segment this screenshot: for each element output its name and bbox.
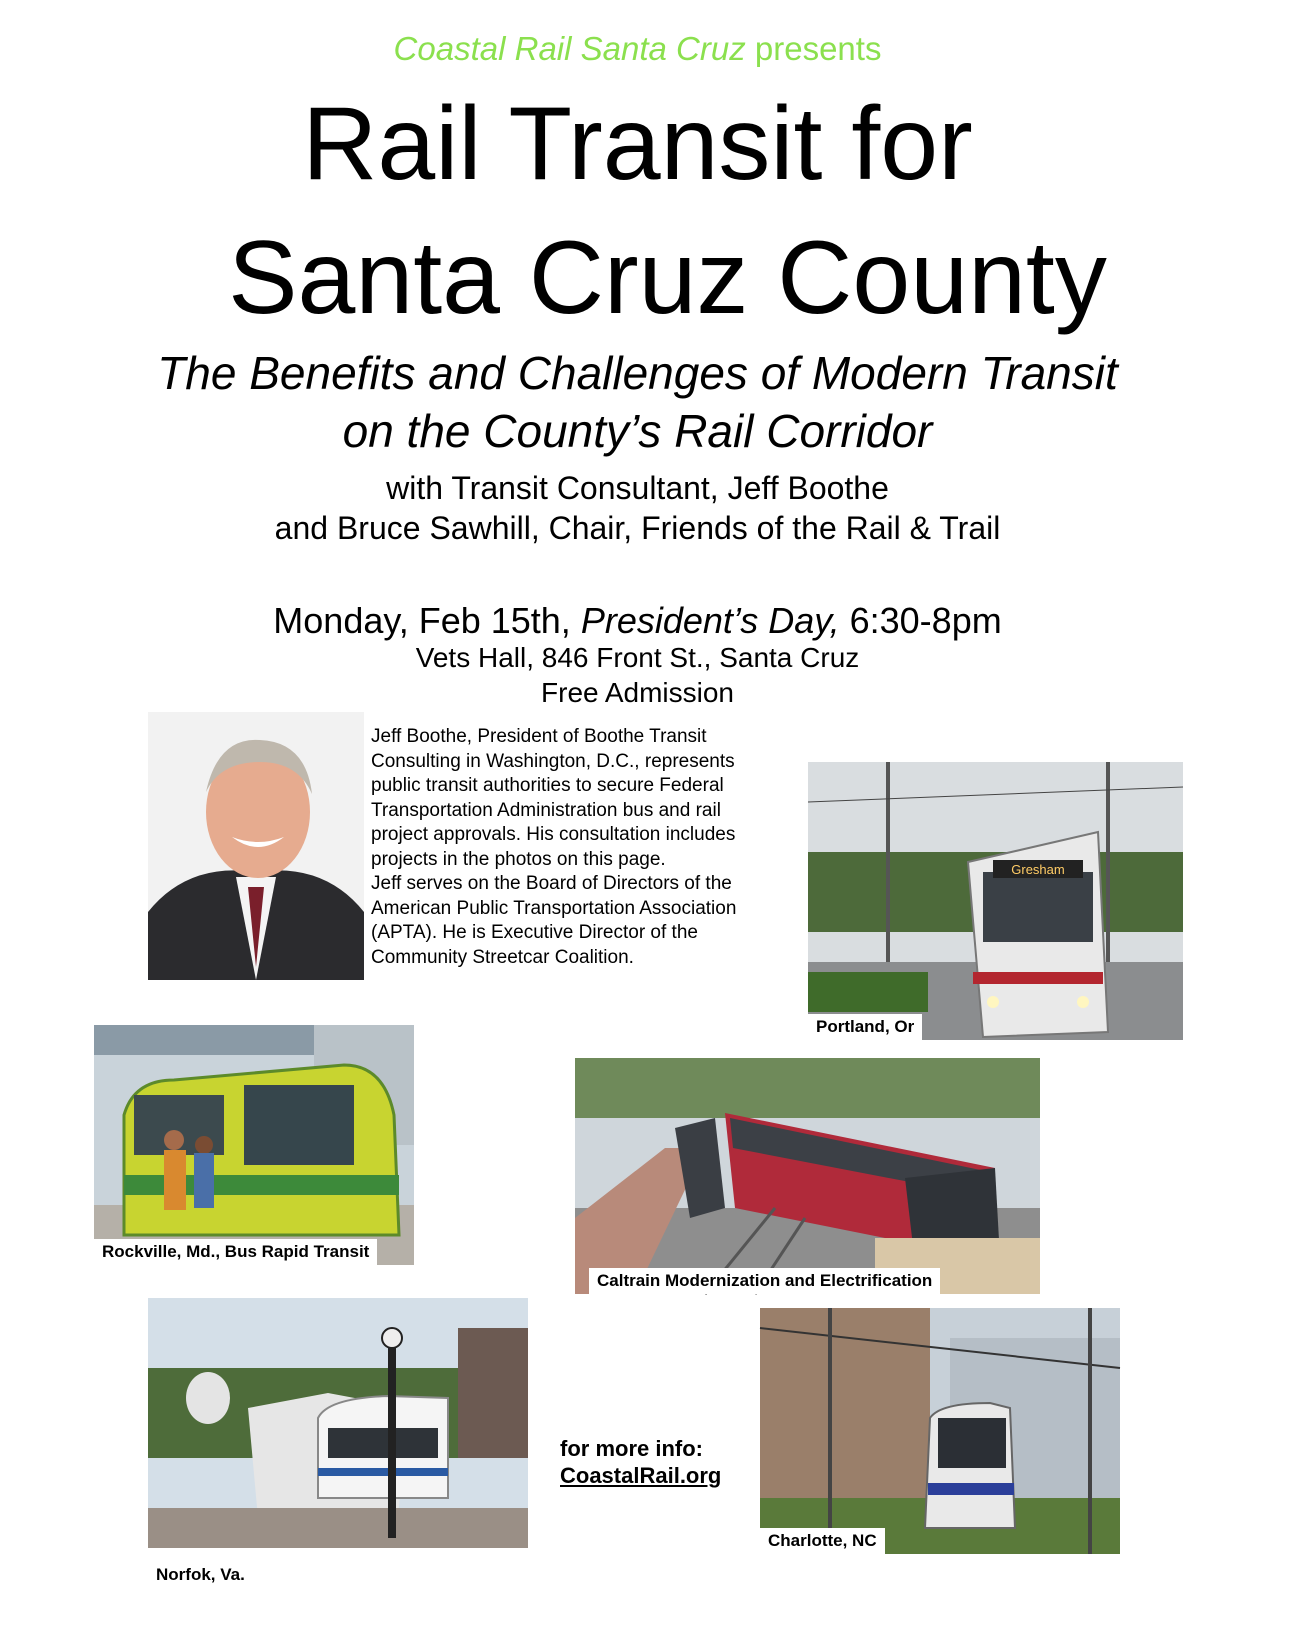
norfolk-caption: Norfok, Va. <box>148 1562 253 1588</box>
event-admission: Free Admission <box>541 677 734 708</box>
subtitle-line-1: The Benefits and Challenges of Modern Transit <box>157 347 1118 399</box>
portland-caption: Portland, Or <box>808 1014 922 1040</box>
title-line-1: Rail Transit for <box>302 86 973 202</box>
caltrain-caption: Caltrain Modernization and Electrification <box>589 1268 940 1294</box>
rockville-photo <box>94 1025 414 1265</box>
event-date: Monday, Feb 15th, <box>273 600 581 641</box>
rockville-caption: Rockville, Md., Bus Rapid Transit <box>94 1239 377 1265</box>
event-holiday: President’s Day, <box>580 600 840 641</box>
norfolk-photo <box>148 1298 528 1584</box>
more-info-link[interactable]: CoastalRail.org <box>560 1463 722 1488</box>
speakers-line-1: with Transit Consultant, Jeff Boothe <box>386 470 889 506</box>
bio-text: Jeff Boothe, President of Boothe Transit Consulting in Washington, D.C., represents public transit authorities to secure Federal Transportation Administration bus and rail project approvals. His consultation includes projects in the photos on this page. Jeff serves on the Board of Directors of the American Public Transportation Association (APTA). He is Executive Director of the Community Streetcar Coalition. <box>371 726 737 968</box>
charlotte-caption: Charlotte, NC <box>760 1528 885 1554</box>
more-info <box>560 1435 721 1489</box>
title-line-2: Santa Cruz County <box>228 220 1107 336</box>
subtitle-line-2: on the County’s Rail Corridor <box>342 405 933 457</box>
portrait-photo <box>148 712 364 980</box>
speakers-line-2: and Bruce Sawhill, Chair, Friends of the Rail & Trail <box>274 510 1001 546</box>
caltrain-photo <box>575 1058 1040 1294</box>
event-time: 6:30-8pm <box>839 600 1002 641</box>
presenter-suffix: presents <box>745 30 882 67</box>
presenter-org: Coastal Rail Santa Cruz <box>393 30 746 67</box>
portland-train-sign: Gresham <box>1011 862 1065 877</box>
event-date-line <box>0 600 1275 642</box>
event-venue: Vets Hall, 846 Front St., Santa Cruz <box>415 642 860 673</box>
more-info-label: for more info: <box>560 1436 703 1461</box>
presenter-line <box>0 30 1275 68</box>
charlotte-photo <box>760 1308 1120 1554</box>
portland-photo <box>808 762 1183 1040</box>
